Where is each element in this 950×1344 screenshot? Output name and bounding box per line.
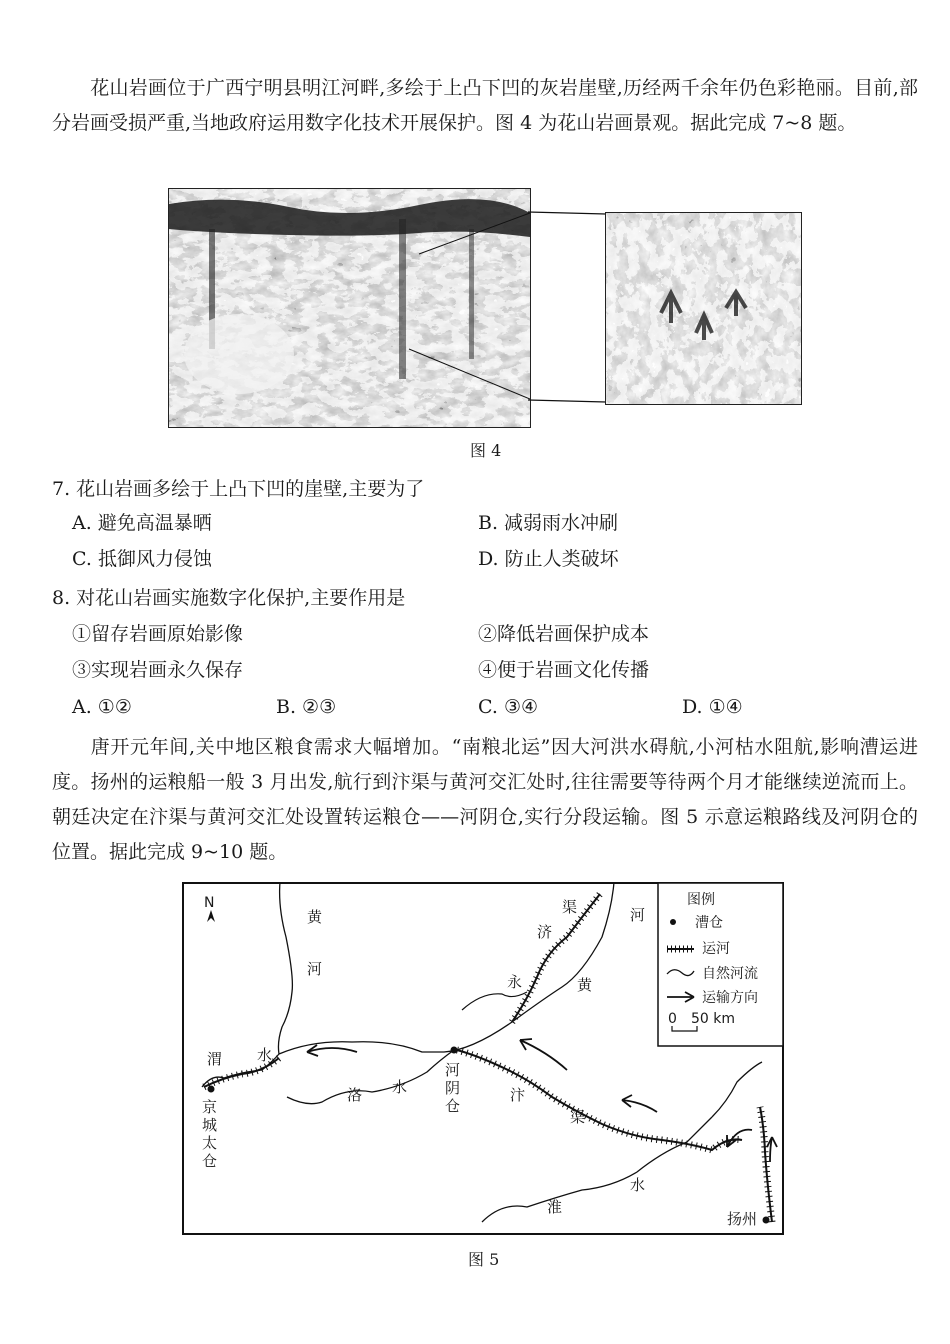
label-qu-2: 渠 <box>562 898 578 916</box>
granary-yangzhou <box>763 1217 770 1224</box>
label-he-2: 河 <box>445 1061 461 1079</box>
q7-option-c[interactable]: C. 抵御风力侵蚀 <box>72 548 212 570</box>
q8-statement-2: ②降低岩画保护成本 <box>478 623 650 645</box>
q8-stem: 8. 对花山岩画实施数字化保护,主要作用是 <box>52 587 406 609</box>
label-cheng: 城 <box>202 1116 218 1134</box>
rock-cliff-image <box>169 189 530 427</box>
scale-zero-label: 0 <box>668 1011 677 1027</box>
intro-text-1: 花山岩画位于广西宁明县明江河畔,多绘于上凸下凹的灰岩崖壁,历经两千余年仍色彩艳丽。目前,部分岩画受损严重,当地政府运用数字化技术开展保护。图 4 为花山岩画景观。据此完成 7~8 题。 <box>52 77 918 134</box>
figure-5-caption: 图 5 <box>468 1250 500 1269</box>
label-shui-3: 水 <box>630 1176 646 1194</box>
q8-option-a[interactable]: A. ①② <box>72 696 132 718</box>
legend-canal-label: 运河 <box>702 941 730 957</box>
q8-statement-3: ③实现岩画永久保存 <box>72 659 244 681</box>
q7-option-a[interactable]: A. 避免高温暴晒 <box>72 512 212 534</box>
label-cang-1: 仓 <box>202 1152 218 1170</box>
label-qu-1: 渠 <box>570 1108 586 1126</box>
granary-heyin <box>451 1047 458 1054</box>
label-huang-1: 黄 <box>307 908 323 926</box>
figure-4-caption: 图 4 <box>470 441 502 460</box>
rock-painting-photo-detail <box>605 212 802 405</box>
q7-stem: 7. 花山岩画多绘于上凸下凹的崖壁,主要为了 <box>52 478 425 500</box>
north-label: N <box>204 895 215 911</box>
label-jing: 京 <box>202 1098 218 1116</box>
q8-option-c[interactable]: C. ③④ <box>478 696 539 718</box>
legend-river-label: 自然河流 <box>702 966 758 982</box>
zoom-connector-lines <box>528 210 608 410</box>
label-shui-2: 水 <box>392 1078 408 1096</box>
label-ji: 济 <box>537 923 553 941</box>
map-legend <box>658 883 783 1046</box>
figure-5-map <box>182 882 784 1236</box>
q8-option-b[interactable]: B. ②③ <box>276 696 337 718</box>
rock-painting-closeup-image <box>606 213 801 404</box>
label-yong: 永 <box>507 973 523 991</box>
label-huang-2: 黄 <box>577 976 593 994</box>
rock-painting-photo-main <box>168 188 531 428</box>
label-he-3: 河 <box>630 906 646 924</box>
q8-option-d[interactable]: D. ①④ <box>682 696 743 718</box>
legend-granary-label: 漕仓 <box>695 915 723 931</box>
scale-km-label: 50 km <box>691 1011 736 1027</box>
q8-statement-1: ①留存岩画原始影像 <box>72 623 244 645</box>
intro-paragraph-1 <box>52 71 918 141</box>
label-bian: 汴 <box>510 1086 526 1104</box>
q7-option-d[interactable]: D. 防止人类破坏 <box>478 548 619 570</box>
label-yin: 阴 <box>445 1079 461 1097</box>
label-tai: 太 <box>202 1134 218 1152</box>
label-luo: 洛 <box>347 1086 363 1104</box>
granary-jingcheng <box>208 1086 215 1093</box>
intro-paragraph-2 <box>52 730 918 870</box>
legend-direction-label: 运输方向 <box>702 990 758 1006</box>
intro-text-2: 唐开元年间,关中地区粮食需求大幅增加。“南粮北运”因大河洪水碍航,小河枯水阻航,影响漕运进度。扬州的运粮船一般 3 月出发,航行到汴渠与黄河交汇处时,往往需要等待两个月才能继续逆流而上。朝廷决定在汴渠与黄河交汇处设置转运粮仓——河阴仓,实行分段运输。图 5 示意运粮路线及河阴仓的位置。据此完成 9~10 题。 <box>52 736 918 863</box>
label-cang-2: 仓 <box>445 1097 461 1115</box>
label-wei: 渭 <box>207 1050 223 1068</box>
label-he-1: 河 <box>307 960 323 978</box>
legend-granary-icon <box>670 919 676 925</box>
q8-statement-4: ④便于岩画文化传播 <box>478 659 650 681</box>
legend-title: 图例 <box>687 892 715 908</box>
label-shui-1: 水 <box>257 1046 273 1064</box>
label-huai: 淮 <box>547 1198 563 1216</box>
label-yangzhou: 扬州 <box>727 1210 758 1228</box>
q7-option-b[interactable]: B. 减弱雨水冲刷 <box>478 512 619 534</box>
